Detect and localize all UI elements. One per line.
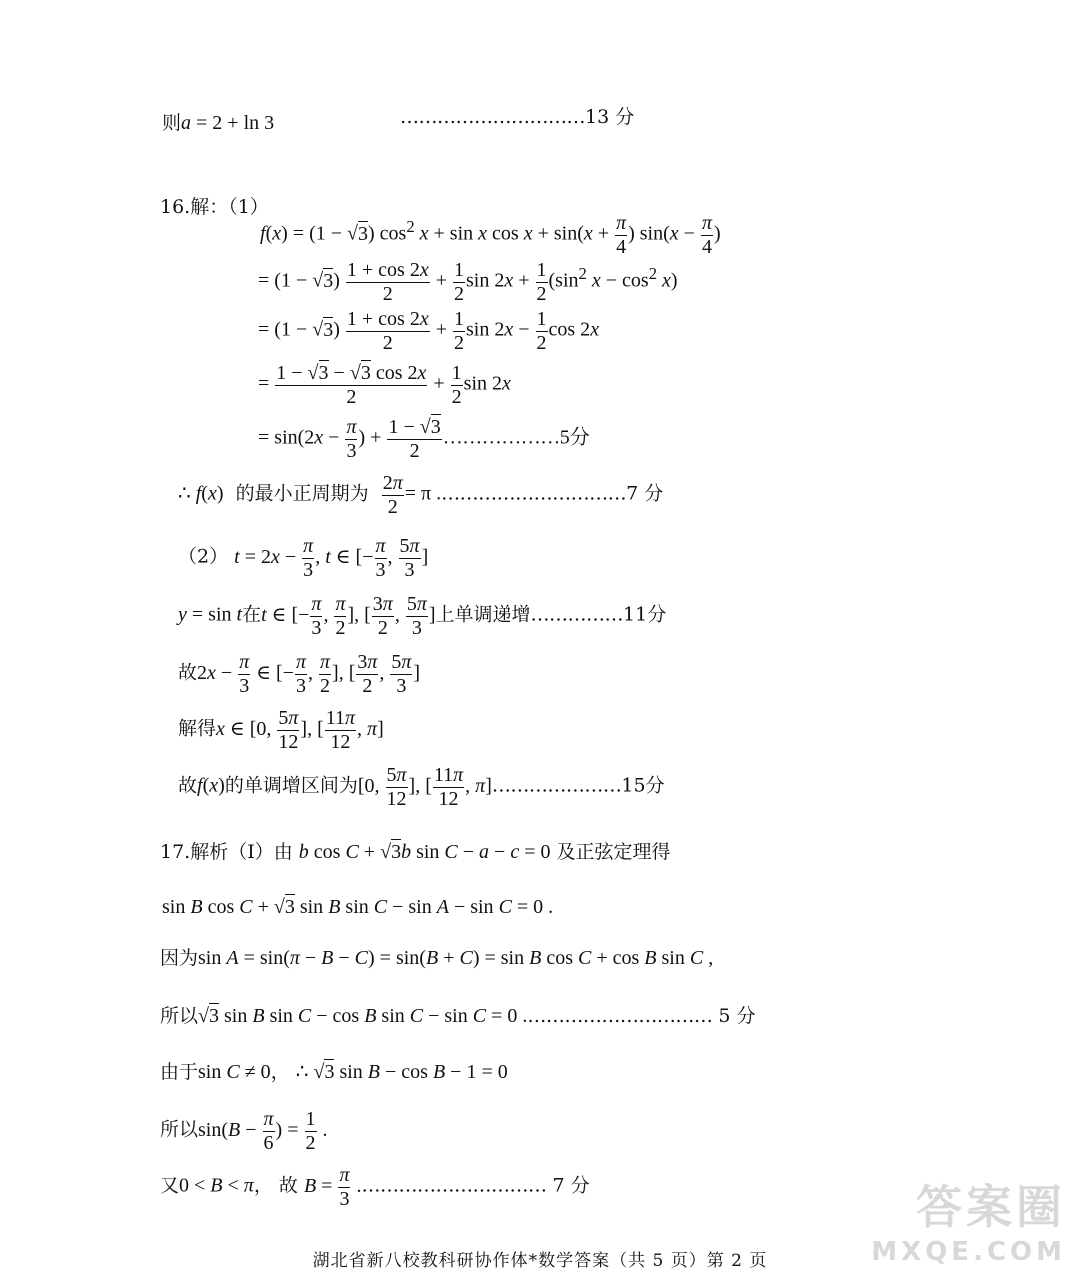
q17-line6-dots: ………………………… (361, 1174, 547, 1197)
q16-part2-line2-dots: …………… (530, 603, 624, 626)
q16-part2-line3: 故2x − $\frac{\pi}{3}$ ∈ [− $\frac{\pi}{3}$ , $\frac{\pi}{2}$ ], [ $\frac{3\pi}{2}$ , $\frac{5\pi}{3}$ ] (178, 651, 421, 697)
q17-line4-prefix: 由于 (160, 1061, 199, 1083)
q17-line2: 因为sin A = sin(π − B − C) = sin(B + C) = sin B cos C + cos B sin C , (160, 947, 714, 969)
q16-line4: = $\frac{1 - √3 - √3 \cos 2x}{2}$ + $\frac{1}{2}$ sin 2x (258, 362, 511, 408)
q15-score (400, 108, 634, 127)
q17-line6: 又0 < B < π， 故 B = $\frac{\pi}{3}$ .………………………… 7 分 (160, 1164, 590, 1210)
q16-part2-line3-gu: 故 (178, 661, 198, 684)
q16-line5-score: 5分 (559, 426, 590, 449)
q17-line5-prefix: 所以 (160, 1118, 199, 1141)
q16-part2-line5: 故f(x)的单调增区间为[0, $\frac{5\pi}{12}$ ], [ $\frac{11\pi}{12}$ , π]…………………15分 (178, 764, 665, 810)
q16-line3: = (1 − √3) $\frac{1 + \cos 2x}{2}$ + $\frac{1}{2}$ sin 2x − $\frac{1}{2}$ cos 2x (258, 308, 600, 354)
watermark-bottom: MXQE.COM (871, 1237, 1066, 1267)
q15-prefix: 则 (162, 112, 182, 134)
page-footer: 湖北省新八校教科研协作体*数学答案（共 5 页）第 2 页 (312, 1251, 768, 1271)
q16-part2-line1: （2） t = 2x − $\frac{\pi}{3}$ , t ∈ [− $\frac{\pi}{3}$ , $\frac{5\pi}{3}$ ] (178, 535, 429, 581)
q15-result-line (162, 113, 274, 133)
q17-line6-score: 7 分 (552, 1174, 590, 1197)
q17-line3-dots: ………………………… (527, 1005, 713, 1027)
q16-part2-line5-dots: ………………… (491, 774, 622, 797)
q17-line3-prefix: 所以 (160, 1005, 199, 1027)
q17-line3: 所以√3 sin B sin C − cos B sin C − sin C = 0 .………………………… 5 分 (160, 1005, 756, 1027)
q17-line4: 由于sin C ≠ 0， ∴ √3 sin B − cos B − 1 = 0 (160, 1061, 508, 1083)
q16-line1: f(x) = (1 − √3) $\cos^2 x + \sin x$ cos x + sin(x + $\frac{\pi}{4}$ ) sin(x − $\frac{\pi}{4}$ ) (260, 212, 721, 258)
q15-score-text: 13 分 (585, 106, 635, 128)
q16-part2-line4: 解得x ∈ [0, $\frac{5\pi}{12}$ ], [ $\frac{11\pi}{12}$ , π] (178, 707, 384, 753)
q17-header-suffix: 及正弦定理得 (556, 841, 671, 863)
q16-part2-zai: 在 (242, 603, 262, 626)
q17-header: 17.解析（I）由 b cos C + √3b sin C − a − c = 0 及正弦定理得 (160, 841, 671, 863)
q17-line6-prefix: 又 (160, 1174, 180, 1197)
watermark-top: 答案圈 (916, 1180, 1066, 1234)
q16-part2-line4-jiede: 解得 (178, 717, 217, 740)
q16-period-result: = π . (404, 482, 442, 505)
q16-period-dots: ………………………… (441, 482, 627, 505)
q15-dots: ………………………… (400, 106, 585, 128)
q16-period-text: 的最小正周期为 (235, 482, 369, 505)
q16-period-line: ∴ f(x) 的最小正周期为 $\frac{2\pi}{2}$ = π .…………………………7 分 (178, 472, 664, 518)
q17-line6-gu: 故 (278, 1174, 298, 1197)
q17-line2-prefix: 因为 (160, 947, 199, 969)
q16-period-score: 7 分 (626, 482, 664, 505)
q17-header-prefix: 17.解析（I）由 (160, 841, 293, 863)
q16-part2-label: （2） (178, 545, 229, 568)
q16-part2-increase: 上单调递增 (435, 603, 531, 626)
q16-part2-line5-gu: 故 (178, 774, 198, 797)
q16-part2-line5-text: 的单调增区间为 (224, 774, 358, 797)
q17-line5: 所以sin(B − $\frac{\pi}{6}$ ) = $\frac{1}{2}$ . (160, 1108, 328, 1154)
q16-header: 16.解：（1） (160, 196, 269, 218)
q16-period-prefix: ∴ f(x) (178, 482, 224, 505)
q15-equation: a = 2 + ln 3 (181, 112, 275, 134)
q17-line3-score: 5 分 (718, 1005, 756, 1027)
q17-line1: sin B cos C + √3 sin B sin C − sin A − sin C = 0 . (162, 896, 554, 918)
q16-line2: = (1 − √3) $\frac{1 + \cos 2x}{2}$ + $\frac{1}{2}$ sin 2x + $\frac{1}{2}$ ($\sin^2$ $x - \cos^2 x$) (258, 259, 678, 305)
q16-line5-dots: ……………… (442, 426, 560, 449)
q16-part2-line2-score: 11分 (623, 603, 667, 626)
q16-line5: = sin(2x − $\frac{\pi}{3}$ ) + $\frac{1 - √3}{2}$ ………………5分 (258, 416, 590, 462)
q16-part2-line2: y = sin t在t ∈ [− $\frac{\pi}{3}$ , $\frac{\pi}{2}$ ], [ $\frac{3\pi}{2}$ , $\frac{5\pi}{3}$ ]上单调递增……………11分 (178, 593, 667, 639)
q16-part2-line5-score: 15分 (621, 774, 665, 797)
